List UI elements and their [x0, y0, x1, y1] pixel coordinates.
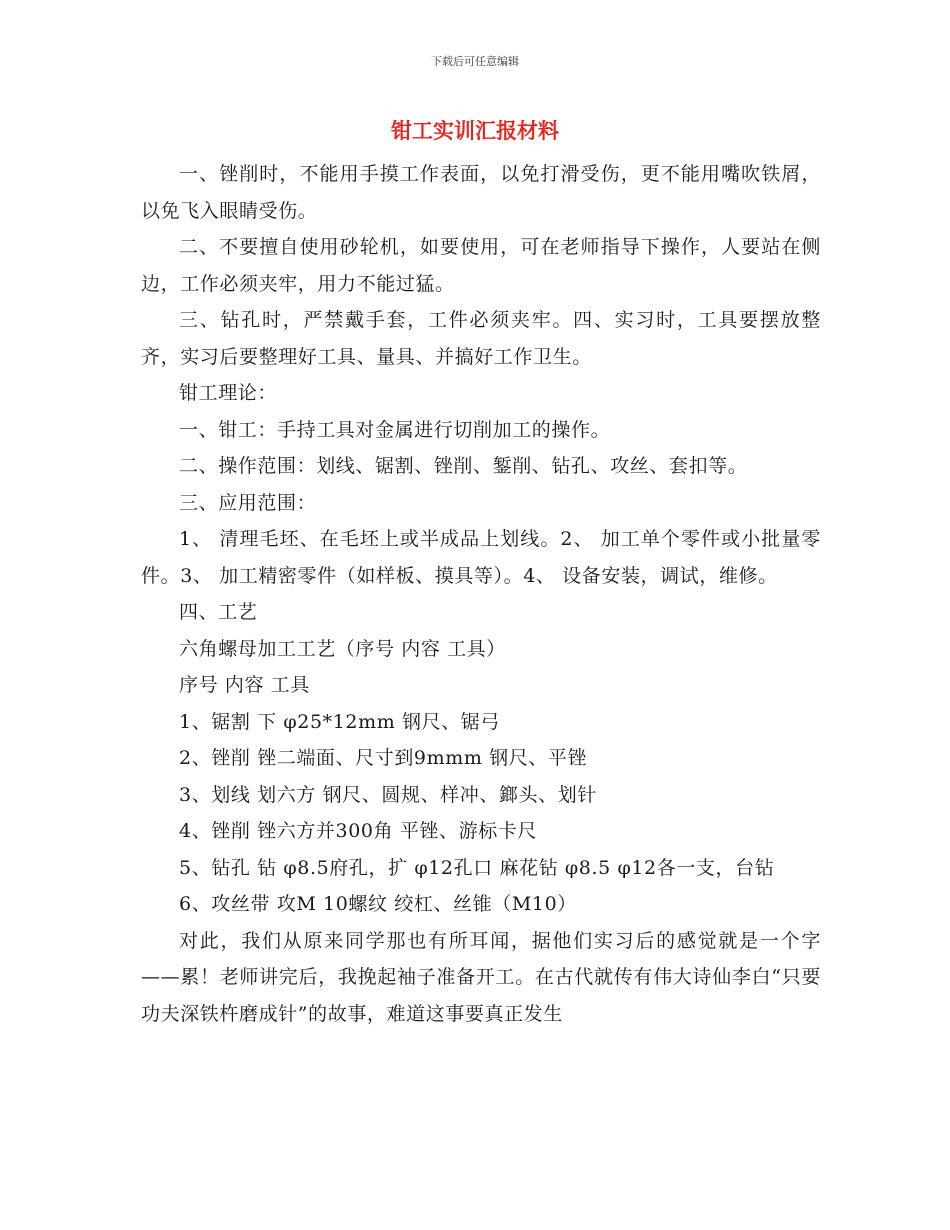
paragraph-safety-filing: 一、锉削时，不能用手摸工作表面，以免打滑受伤，更不能用嘴吹铁屑，以免飞入眼睛受伤。 — [141, 163, 821, 222]
document-title: 钳工实训汇报材料 — [391, 119, 559, 143]
paragraph-application-heading: 三、应用范围： — [179, 491, 317, 514]
process-step-4: 4、锉削 锉六方并300角 平锉、游标卡尺 — [179, 820, 538, 842]
process-step-2: 2、锉削 锉二端面、尺寸到9mmm 钢尺、平锉 — [179, 747, 588, 769]
paragraph-safety-drilling: 三、钻孔时，严禁戴手套，工件必须夹牢。四、实习时，工具要摆放整齐，实习后要整理好工具、量具、并搞好工作卫生。 — [141, 309, 821, 368]
process-step-5: 5、钻孔 钻 φ8.5府孔，扩 φ12孔口 麻花钻 φ8.5 φ12各一支，台钻 — [179, 856, 775, 879]
paragraph-theory-definition: 一、钳工：手持工具对金属进行切削加工的操作。 — [179, 418, 611, 441]
process-step-3: 3、划线 划六方 钢尺、圆规、样冲、鎯头、划针 — [179, 783, 597, 806]
process-step-6: 6、攻丝带 攻M 10螺纹 绞杠、丝锥（M10） — [179, 893, 577, 915]
paragraph-theory-scope: 二、操作范围：划线、锯割、锉削、錾削、钻孔、攻丝、套扣等。 — [179, 455, 748, 477]
document-body — [141, 156, 821, 1032]
process-step-1: 1、锯割 下 φ25*12mm 钢尺、锯弓 — [179, 710, 500, 733]
paragraph-application-list: 1、 清理毛坯、在毛坯上或半成品上划线。2、 加工单个零件或小批量零件。3、 加工精密零件（如样板、摸具等）。4、 设备安装，调试，维修。 — [141, 528, 821, 587]
paragraph-safety-grinder: 二、不要擅自使用砂轮机，如要使用，可在老师指导下操作，人要站在侧边，工作必须夹牢，用力不能过猛。 — [141, 236, 821, 295]
paragraph-reflection: 对此，我们从原来同学那也有所耳闻，据他们实习后的感觉就是一个字——累！老师讲完后，我挽起袖子准备开工。在古代就传有伟大诗仙李白“只要功夫深铁杵磨成针”的故事，难道这事要真正发生 — [141, 929, 821, 1025]
paragraph-process-title: 六角螺母加工工艺（序号 内容 工具） — [179, 637, 506, 660]
paragraph-process-heading: 四、工艺 — [179, 601, 258, 623]
paragraph-theory-heading: 钳工理论： — [179, 382, 278, 404]
paragraph-process-columns: 序号 内容 工具 — [179, 674, 310, 696]
page-header-note: 下载后可任意编辑 — [431, 55, 519, 68]
